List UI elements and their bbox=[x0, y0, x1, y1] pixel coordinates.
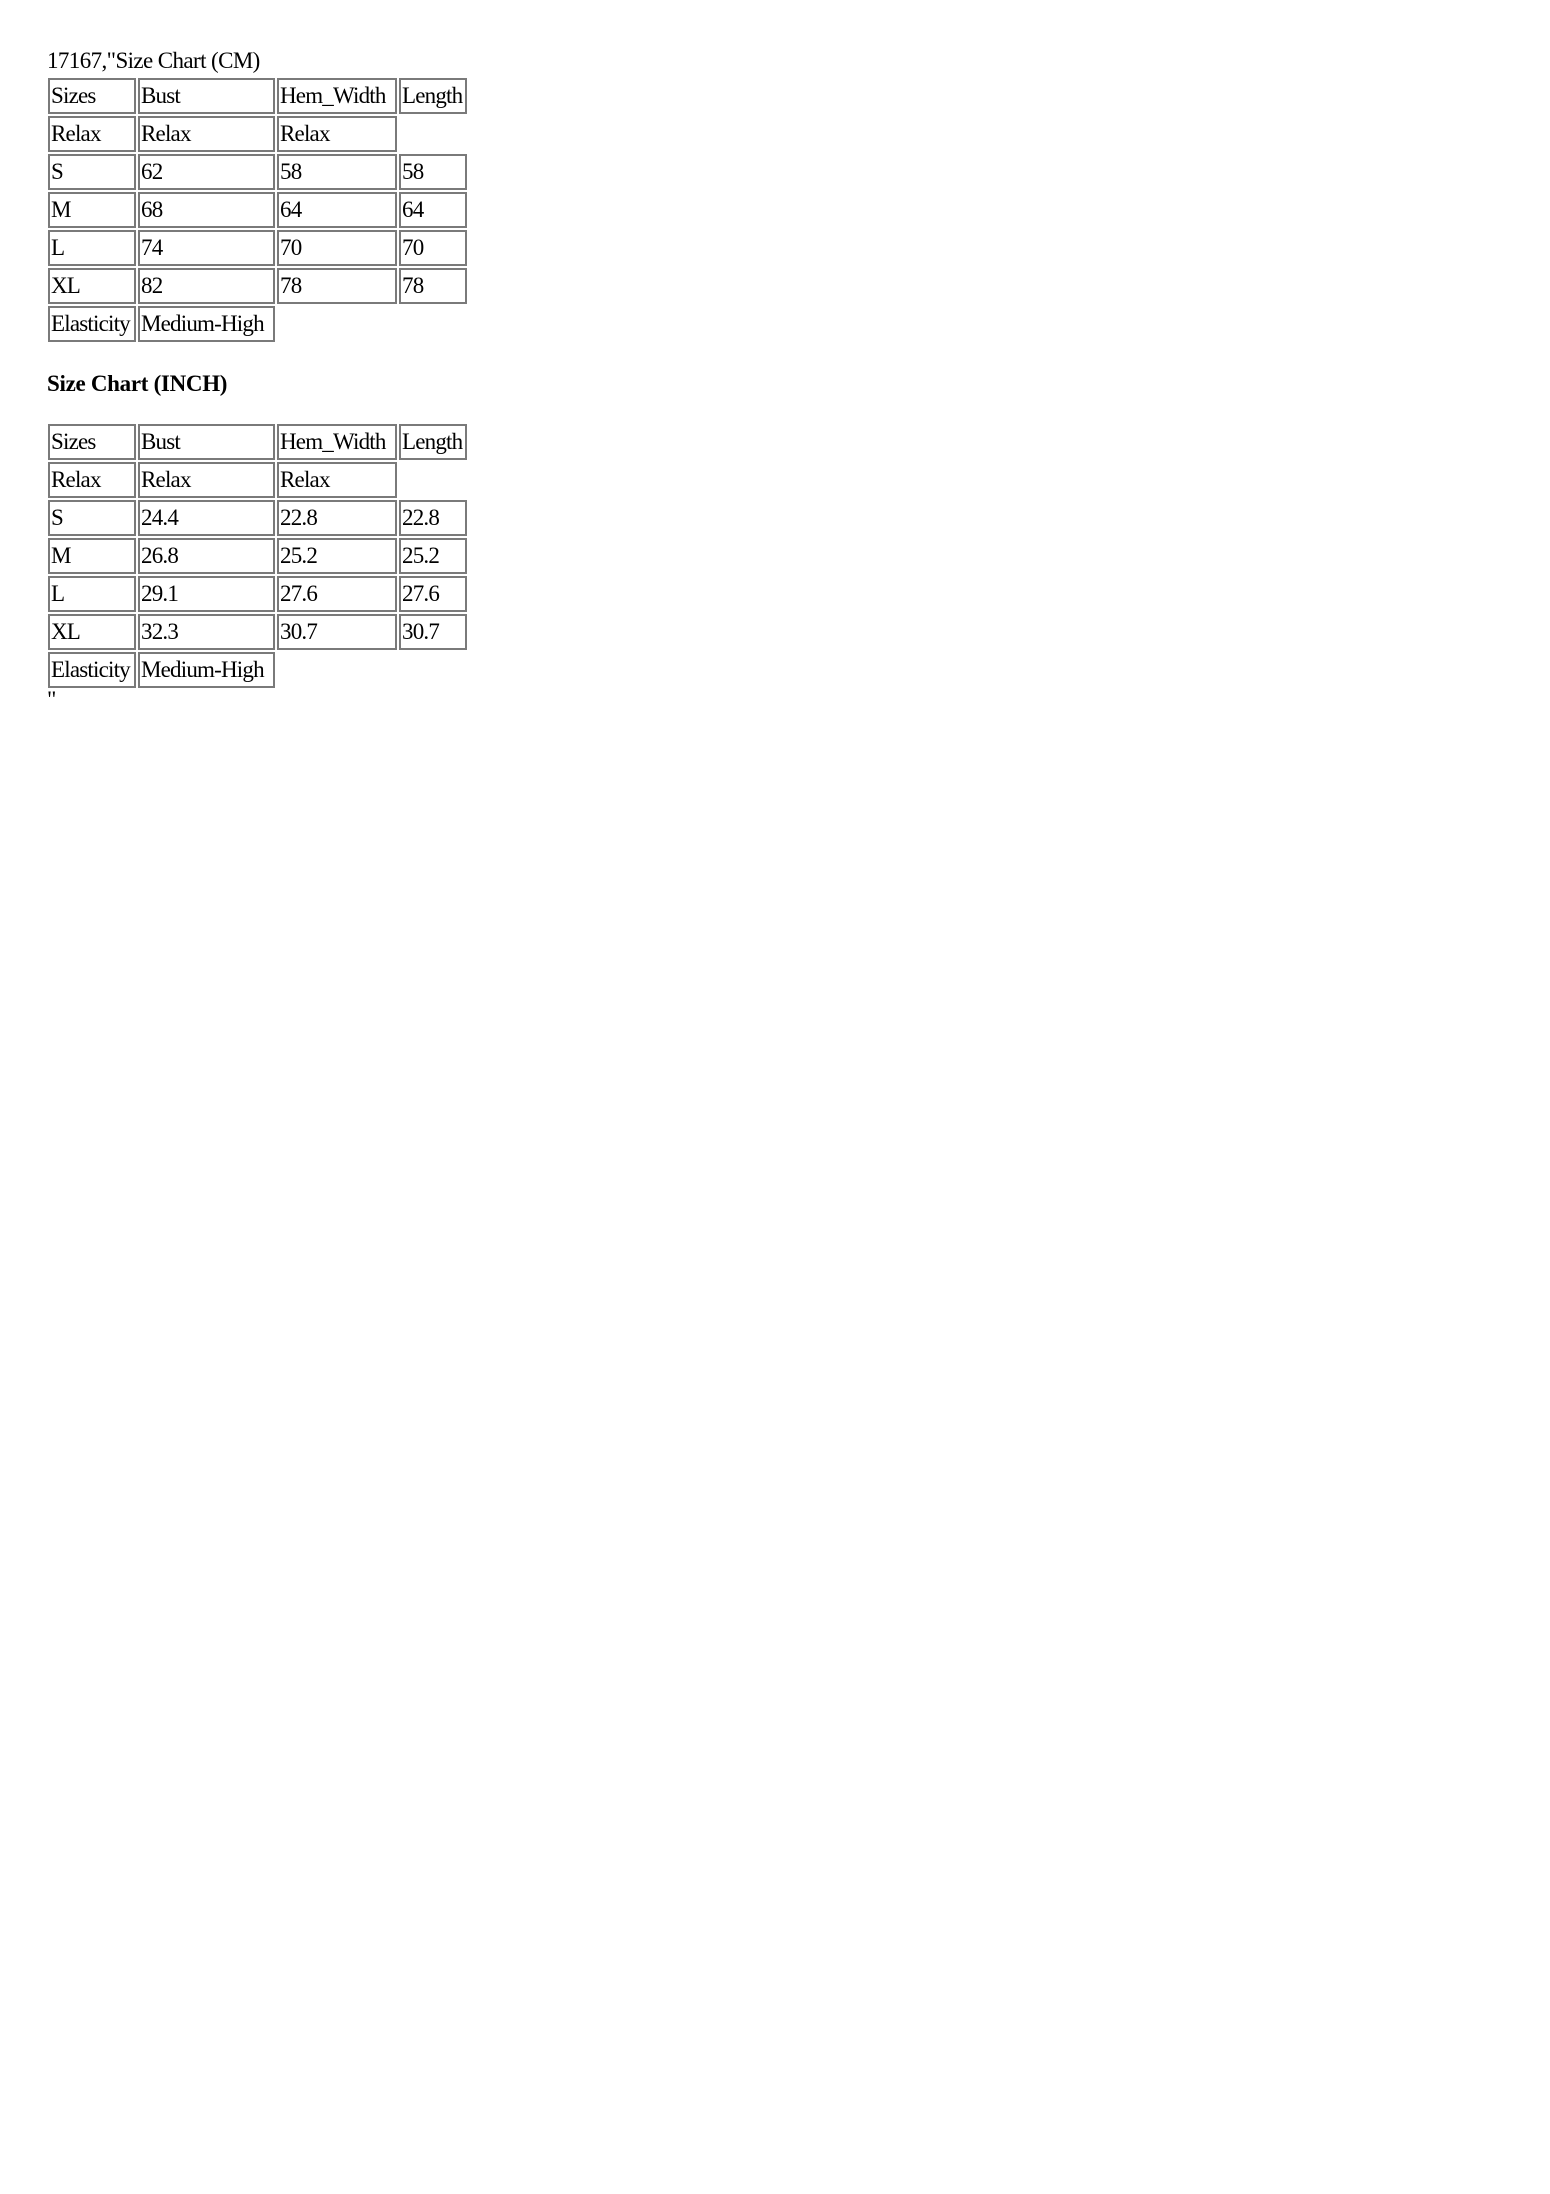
header-cell: Sizes bbox=[48, 78, 136, 114]
bust-cell: 82 bbox=[138, 268, 275, 304]
table-row bbox=[48, 154, 467, 190]
bust-cell: 62 bbox=[138, 154, 275, 190]
header-cell: Length bbox=[399, 78, 467, 114]
table-cell: Relax bbox=[48, 462, 136, 498]
header-cell: Hem_Width bbox=[277, 424, 397, 460]
relax-row bbox=[48, 116, 467, 152]
size-chart-cm-table bbox=[46, 76, 469, 344]
length-cell: 30.7 bbox=[399, 614, 467, 650]
header-cell: Sizes bbox=[48, 424, 136, 460]
elasticity-label-cell: Elasticity bbox=[48, 652, 136, 688]
hem-width-cell: 25.2 bbox=[277, 538, 397, 574]
elasticity-row bbox=[48, 652, 467, 688]
empty-cell bbox=[399, 652, 467, 688]
hem-width-cell: 22.8 bbox=[277, 500, 397, 536]
table-cell: Relax bbox=[48, 116, 136, 152]
hem-width-cell: 78 bbox=[277, 268, 397, 304]
empty-cell bbox=[399, 116, 467, 152]
elasticity-label-cell: Elasticity bbox=[48, 306, 136, 342]
relax-row bbox=[48, 462, 467, 498]
hem-width-cell: 27.6 bbox=[277, 576, 397, 612]
elasticity-value-cell: Medium-High bbox=[138, 652, 275, 688]
size-cell: S bbox=[48, 500, 136, 536]
size-cell: M bbox=[48, 192, 136, 228]
bust-cell: 68 bbox=[138, 192, 275, 228]
table-row bbox=[48, 538, 467, 574]
empty-cell bbox=[399, 306, 467, 342]
size-cell: L bbox=[48, 576, 136, 612]
table-header-row bbox=[48, 424, 467, 460]
table-cell: Relax bbox=[138, 462, 275, 498]
header-cell: Bust bbox=[138, 78, 275, 114]
hem-width-cell: 64 bbox=[277, 192, 397, 228]
bust-cell: 24.4 bbox=[138, 500, 275, 536]
size-cell: M bbox=[48, 538, 136, 574]
intro-text: 17167,"Size Chart (CM) bbox=[47, 48, 260, 73]
empty-cell bbox=[277, 306, 397, 342]
bust-cell: 26.8 bbox=[138, 538, 275, 574]
bust-cell: 74 bbox=[138, 230, 275, 266]
closing-quote: " bbox=[47, 687, 56, 712]
length-cell: 78 bbox=[399, 268, 467, 304]
empty-cell bbox=[399, 462, 467, 498]
bust-cell: 32.3 bbox=[138, 614, 275, 650]
size-cell: L bbox=[48, 230, 136, 266]
header-cell: Bust bbox=[138, 424, 275, 460]
table-header-row bbox=[48, 78, 467, 114]
length-cell: 25.2 bbox=[399, 538, 467, 574]
length-cell: 58 bbox=[399, 154, 467, 190]
inch-heading: Size Chart (INCH) bbox=[47, 371, 228, 396]
table-cell: Relax bbox=[277, 116, 397, 152]
hem-width-cell: 58 bbox=[277, 154, 397, 190]
table-row bbox=[48, 192, 467, 228]
length-cell: 27.6 bbox=[399, 576, 467, 612]
hem-width-cell: 30.7 bbox=[277, 614, 397, 650]
header-cell: Hem_Width bbox=[277, 78, 397, 114]
table-cell: Relax bbox=[138, 116, 275, 152]
length-cell: 22.8 bbox=[399, 500, 467, 536]
table-row bbox=[48, 576, 467, 612]
hem-width-cell: 70 bbox=[277, 230, 397, 266]
bust-cell: 29.1 bbox=[138, 576, 275, 612]
table-row bbox=[48, 500, 467, 536]
table-row bbox=[48, 230, 467, 266]
elasticity-row bbox=[48, 306, 467, 342]
table-cell: Relax bbox=[277, 462, 397, 498]
size-cell: XL bbox=[48, 268, 136, 304]
table-row bbox=[48, 268, 467, 304]
header-cell: Length bbox=[399, 424, 467, 460]
length-cell: 70 bbox=[399, 230, 467, 266]
size-chart-inch-table bbox=[46, 422, 469, 690]
size-cell: XL bbox=[48, 614, 136, 650]
elasticity-value-cell: Medium-High bbox=[138, 306, 275, 342]
length-cell: 64 bbox=[399, 192, 467, 228]
empty-cell bbox=[277, 652, 397, 688]
size-cell: S bbox=[48, 154, 136, 190]
table-row bbox=[48, 614, 467, 650]
